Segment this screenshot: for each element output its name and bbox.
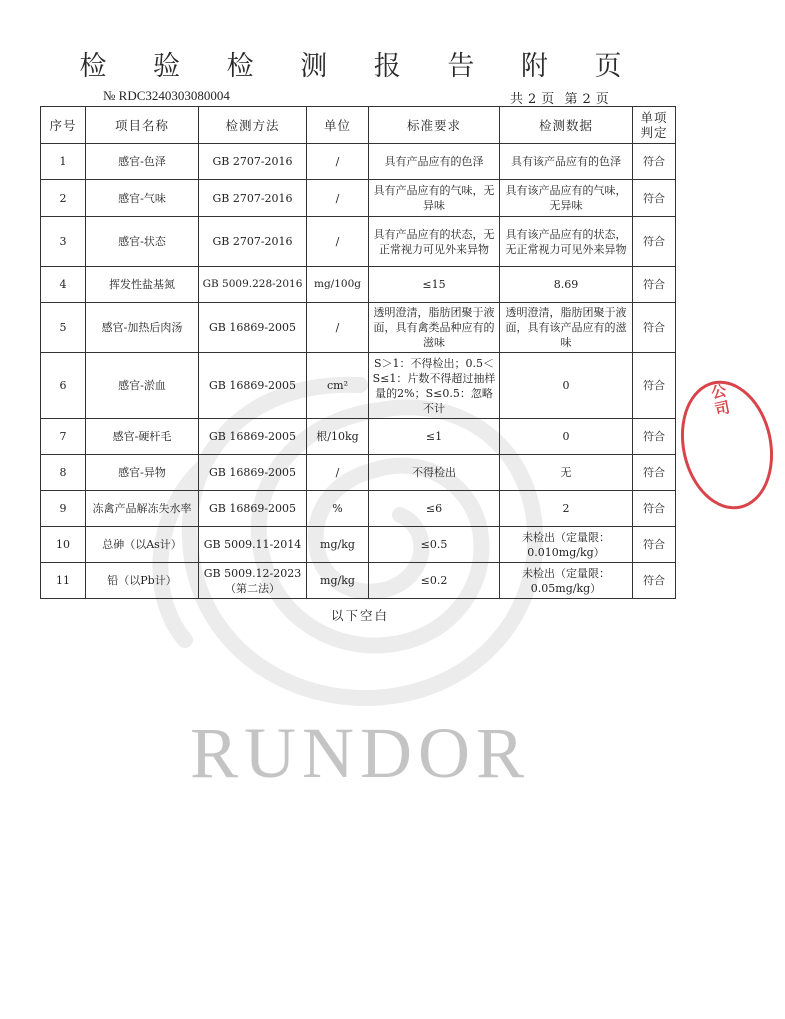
row-item: 感官-气味: [86, 180, 199, 217]
table-row: [41, 527, 676, 563]
row-judge: 符合: [633, 267, 676, 303]
row-no: 2: [41, 180, 86, 217]
row-method: GB 16869-2005: [199, 353, 307, 419]
row-method: GB 16869-2005: [199, 303, 307, 353]
table-row: [41, 303, 676, 353]
row-standard: ≤0.2: [369, 563, 500, 599]
row-item: 冻禽产品解冻失水率: [86, 491, 199, 527]
row-result: 2: [500, 491, 633, 527]
row-item: 感官-淤血: [86, 353, 199, 419]
row-standard: S＞1：不得检出；0.5＜S≤1：片数不得超过抽样量的2%；S≤0.5：忽略不计: [369, 353, 500, 419]
table-row: [41, 353, 676, 419]
table-row: [41, 563, 676, 599]
row-standard: ≤6: [369, 491, 500, 527]
row-standard: 具有产品应有的状态，无正常视力可见外来异物: [369, 217, 500, 267]
row-method: GB 5009.228-2016: [199, 267, 307, 303]
page-indicator: [510, 88, 614, 107]
table-row: [41, 267, 676, 303]
table-row: [41, 491, 676, 527]
page-total-label: 共: [510, 92, 525, 107]
inspection-table: [40, 106, 676, 599]
row-result: 透明澄清，脂肪团聚于液面，具有该产品应有的滋味: [500, 303, 633, 353]
header-no: 序号: [41, 107, 86, 144]
watermark-brand: RUNDOR: [189, 713, 531, 793]
table-row: [41, 144, 676, 180]
row-method: GB 2707-2016: [199, 180, 307, 217]
row-standard: ≤15: [369, 267, 500, 303]
row-no: 4: [41, 267, 86, 303]
row-result: 未检出（定量限：0.010mg/kg）: [500, 527, 633, 563]
row-item: 感官-色泽: [86, 144, 199, 180]
page-total: 2: [528, 92, 538, 107]
row-method: GB 16869-2005: [199, 455, 307, 491]
row-item: 感官-异物: [86, 455, 199, 491]
table-header-row: [41, 107, 676, 144]
row-result: 8.69: [500, 267, 633, 303]
row-result: 具有该产品应有的气味，无异味: [500, 180, 633, 217]
row-no: 9: [41, 491, 86, 527]
row-unit: /: [307, 180, 369, 217]
row-item: 总砷（以As计）: [86, 527, 199, 563]
row-item: 感官-硬杆毛: [86, 419, 199, 455]
row-standard: 具有产品应有的气味，无异味: [369, 180, 500, 217]
row-result: 具有该产品应有的色泽: [500, 144, 633, 180]
header-judge: 单项判定: [633, 107, 676, 144]
row-standard: ≤0.5: [369, 527, 500, 563]
row-judge: 符合: [633, 303, 676, 353]
row-standard: 具有产品应有的色泽: [369, 144, 500, 180]
row-no: 7: [41, 419, 86, 455]
blank-below-note: 以下空白: [330, 608, 389, 623]
row-result: 无: [500, 455, 633, 491]
row-no: 5: [41, 303, 86, 353]
row-method: GB 5009.12-2023（第二法）: [199, 563, 307, 599]
row-no: 10: [41, 527, 86, 563]
row-unit: mg/kg: [307, 527, 369, 563]
row-unit: cm²: [307, 353, 369, 419]
row-unit: /: [307, 144, 369, 180]
row-no: 8: [41, 455, 86, 491]
row-method: GB 16869-2005: [199, 419, 307, 455]
row-judge: 符合: [633, 491, 676, 527]
row-unit: /: [307, 455, 369, 491]
row-method: GB 2707-2016: [199, 144, 307, 180]
row-unit: mg/100g: [307, 267, 369, 303]
page-unit-2: 页: [595, 92, 610, 107]
red-seal-stamp: 公司: [669, 372, 784, 518]
row-no: 11: [41, 563, 86, 599]
page-current-label: 第: [564, 92, 579, 107]
page-current: 2: [582, 92, 592, 107]
row-standard: 透明澄清，脂肪团聚于液面，具有禽类品种应有的滋味: [369, 303, 500, 353]
row-unit: 根/10kg: [307, 419, 369, 455]
header-item: 项目名称: [86, 107, 199, 144]
header-method: 检测方法: [199, 107, 307, 144]
row-item: 感官-状态: [86, 217, 199, 267]
row-judge: 符合: [633, 180, 676, 217]
table-row: [41, 217, 676, 267]
row-judge: 符合: [633, 419, 676, 455]
row-judge: 符合: [633, 144, 676, 180]
row-judge: 符合: [633, 455, 676, 491]
row-result: 0: [500, 419, 633, 455]
row-unit: mg/kg: [307, 563, 369, 599]
row-judge: 符合: [633, 563, 676, 599]
row-item: 挥发性盐基氮: [86, 267, 199, 303]
row-standard: 不得检出: [369, 455, 500, 491]
document-title: 检 验 检 测 报 告 附 页: [79, 51, 641, 82]
row-result: 未检出（定量限：0.05mg/kg）: [500, 563, 633, 599]
row-judge: 符合: [633, 353, 676, 419]
row-unit: /: [307, 303, 369, 353]
row-standard: ≤1: [369, 419, 500, 455]
header-result: 检测数据: [500, 107, 633, 144]
table-row: [41, 419, 676, 455]
header-unit: 单位: [307, 107, 369, 144]
row-unit: /: [307, 217, 369, 267]
row-result: 0: [500, 353, 633, 419]
row-no: 3: [41, 217, 86, 267]
report-number: № RDC3240303080004: [103, 88, 230, 103]
row-unit: %: [307, 491, 369, 527]
header-standard: 标准要求: [369, 107, 500, 144]
row-judge: 符合: [633, 527, 676, 563]
table-row: [41, 180, 676, 217]
row-item: 铅（以Pb计）: [86, 563, 199, 599]
page-unit: 页: [541, 92, 556, 107]
row-judge: 符合: [633, 217, 676, 267]
row-item: 感官-加热后肉汤: [86, 303, 199, 353]
row-no: 1: [41, 144, 86, 180]
row-result: 具有该产品应有的状态，无正常视力可见外来异物: [500, 217, 633, 267]
row-no: 6: [41, 353, 86, 419]
row-method: GB 16869-2005: [199, 491, 307, 527]
row-method: GB 2707-2016: [199, 217, 307, 267]
row-method: GB 5009.11-2014: [199, 527, 307, 563]
table-row: [41, 455, 676, 491]
